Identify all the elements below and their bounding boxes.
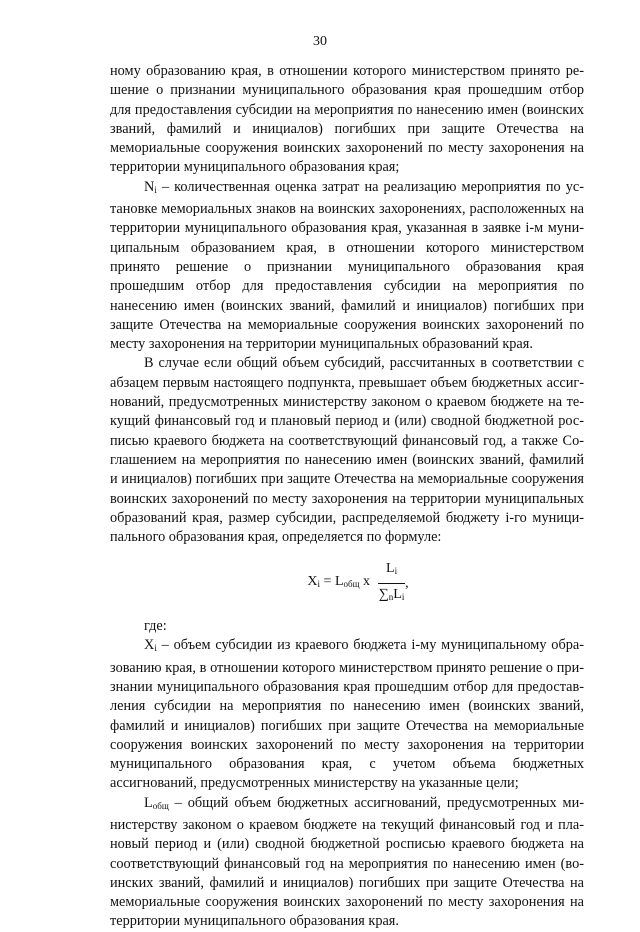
formula-times: x [359, 574, 371, 590]
paragraph-xi-definition [110, 636, 584, 793]
formula-comma: , [405, 575, 409, 591]
formula-sum-sign: ∑ [378, 586, 389, 602]
ni-definition-text: – количественная оценка затрат на реализацию мероприятия по установке мемориальных знаков на воинских захоронениях, расположенных на территории муниципального образования края, указанная в заявке i-м муниципальным образованием края, в отношении которого министерством принято решение о признании муниципального образования края прошедшим отбор для предоставления субсидии на мероприятия по нанесению имен (воинских званий, фамилий и инициалов) погибших при защите Отечества на мемориальные сооружения воинских захоронений по месту захоронения на территории муниципальных образований края. [110, 178, 584, 353]
paragraph-case: В случае если общий объем субсидий, рассчитанных в соответствии с абзацем первым настоящего подпункта, превышает объем бюджетных ассигнований, предусмотренных министерству законом о краевом бюджете на текущий финансовый год и плановый период и (или) сводной бюджетной росписью краевого бюджета на соответствующий финансовый год, а также Соглашением на мероприятия по нанесению имен (воинских званий, фамилий и инициалов) погибших при защите Отечества на мемориальные сооружения воинских захоронений по месту захоронения на территории муниципальных образований края, размер субсидии, распределяемой бюджету i-го муниципального образования края, определяется по формуле: [110, 355, 584, 546]
formula-sum-sub: n [388, 591, 394, 602]
symbol-n-subscript: i [154, 184, 157, 195]
where-label: где: [144, 618, 167, 635]
formula [132, 559, 584, 607]
formula-x: X [307, 574, 318, 590]
page-number: 30 [313, 34, 327, 49]
formula-eq-l: = L [320, 574, 344, 590]
formula-lhs [307, 572, 370, 594]
symbol-l-subscript: общ [152, 800, 169, 811]
lobsh-definition-text: – общий объем бюджетных ассигнований, предусмотренных министерству законом о краевом бюджете на текущий финансовый год и плановый период и (или) сводной бюджетной росписью краевого бюджета на соответствующий финансовый год на мероприятия по нанесению имен (воинских званий, фамилий и инициалов) погибших при защите Отечества на мемориальные сооружения воинских захоронений по месту захоронения на территории муниципального образования края. [110, 794, 584, 930]
document-body [110, 62, 584, 932]
formula-fraction [378, 559, 405, 607]
symbol-l: L [144, 794, 153, 811]
symbol-x: X [144, 637, 155, 654]
symbol-x-subscript: i [154, 643, 157, 654]
formula-denominator [379, 584, 405, 607]
formula-num-l: L [386, 561, 395, 577]
formula-x-sub: i [317, 579, 321, 590]
formula-den-sub: i [401, 591, 405, 602]
formula-den-l: L [393, 586, 402, 602]
paragraph-continuation: ному образованию края, в отношении которого министерством принято решение о признании муниципального образования края прошедшим отбор для предоставления субсидии на мероприятия по нанесению имен (воинских званий, фамилий и инициалов) погибших при защите Отечества на мемориальные сооружения воинских захоронений по месту захоронения на территории муниципального образования края; [110, 63, 584, 176]
formula-num-sub: i [394, 566, 398, 577]
formula-numerator [378, 559, 405, 583]
paragraph-lobsh-definition [110, 794, 584, 932]
paragraph-ni-definition [110, 178, 584, 355]
symbol-n: N [144, 178, 155, 195]
xi-definition-text: – объем субсидии из краевого бюджета i-му муниципальному образованию края, в отношении которого министерством принято решение о признании муниципального образования края прошедшим отбор для предоставления субсидии на мероприятия по нанесению имен (воинских званий, фамилий и инициалов) погибших при защите Отечества на мемориальные сооружения воинских захоронений по месту захоронения на территории муниципального образования края, с учетом объема бюджетных ассигнований, предусмотренных министерству на указанные цели; [110, 637, 584, 792]
formula-l-sub: общ [343, 579, 360, 590]
